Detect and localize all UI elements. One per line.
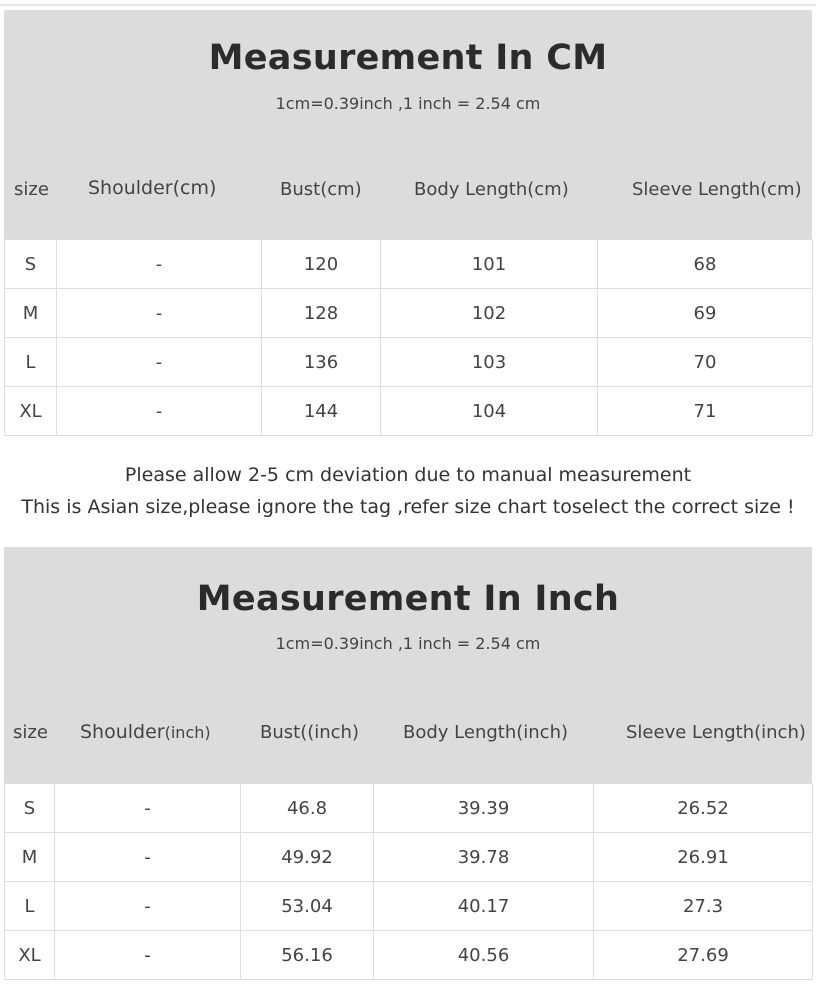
top-divider	[0, 4, 816, 6]
sleeve-length-cell: 27.69	[594, 931, 813, 980]
bust-cell: 56.16	[241, 931, 374, 980]
inch-col-shoulder-unit: (inch)	[164, 723, 211, 742]
inch-col-bust: Bust((inch)	[260, 722, 359, 743]
sleeve-length-cell: 68	[598, 240, 813, 289]
body-length-cell: 103	[381, 338, 598, 387]
size-cell: M	[5, 833, 55, 882]
table-row	[5, 289, 813, 338]
table-row	[5, 931, 813, 980]
sleeve-length-cell: 69	[598, 289, 813, 338]
bust-cell: 46.8	[241, 784, 374, 833]
cm-col-bust: Bust(cm)	[280, 179, 362, 200]
sleeve-length-cell: 26.91	[594, 833, 813, 882]
measurement-notes	[4, 459, 812, 523]
body-length-cell: 40.17	[374, 882, 594, 931]
cm-col-shoulder: Shoulder(cm)	[88, 177, 217, 199]
body-length-cell: 40.56	[374, 931, 594, 980]
sleeve-length-cell: 27.3	[594, 882, 813, 931]
size-cell: M	[5, 289, 57, 338]
size-cell: S	[5, 784, 55, 833]
cm-col-sleeve-length: Sleeve Length(cm)	[632, 179, 802, 200]
cm-title: Measurement In CM	[208, 38, 608, 78]
sleeve-length-cell: 26.52	[594, 784, 813, 833]
table-row	[5, 240, 813, 289]
body-length-cell: 39.78	[374, 833, 594, 882]
inch-title: Measurement In Inch	[196, 579, 620, 619]
bust-cell: 128	[262, 289, 381, 338]
size-cell: XL	[5, 387, 57, 436]
bust-cell: 136	[262, 338, 381, 387]
table-row	[5, 784, 813, 833]
table-row	[5, 833, 813, 882]
bust-cell: 144	[262, 387, 381, 436]
bust-cell: 120	[262, 240, 381, 289]
body-length-cell: 102	[381, 289, 598, 338]
table-row	[5, 387, 813, 436]
size-cell: L	[5, 882, 55, 931]
shoulder-cell: -	[57, 338, 262, 387]
cm-subtitle: 1cm=0.39inch ,1 inch = 2.54 cm	[275, 94, 541, 113]
body-length-cell: 104	[381, 387, 598, 436]
inch-col-body-length: Body Length(inch)	[403, 722, 569, 743]
bust-cell: 53.04	[241, 882, 374, 931]
deviation-note: Please allow 2-5 cm deviation due to manual measurement	[124, 464, 692, 486]
inch-col-sleeve-length: Sleeve Length(inch)	[626, 722, 806, 743]
size-cell: L	[5, 338, 57, 387]
cm-header-band	[4, 10, 812, 239]
table-row	[5, 882, 813, 931]
cm-table	[4, 239, 813, 436]
shoulder-cell: -	[55, 931, 241, 980]
shoulder-cell: -	[57, 387, 262, 436]
shoulder-cell: -	[55, 882, 241, 931]
cm-col-size: size	[14, 179, 49, 200]
cm-size-chart	[4, 10, 812, 436]
size-cell: S	[5, 240, 57, 289]
inch-table	[4, 783, 813, 980]
cm-col-body-length: Body Length(cm)	[414, 179, 569, 200]
inch-col-size: size	[13, 722, 48, 743]
inch-header-band	[4, 547, 812, 783]
inch-size-chart	[4, 547, 812, 980]
sleeve-length-cell: 70	[598, 338, 813, 387]
shoulder-cell: -	[57, 240, 262, 289]
inch-col-shoulder	[80, 721, 211, 743]
body-length-cell: 39.39	[374, 784, 594, 833]
asian-size-note: This is Asian size,please ignore the tag ,refer size chart toselect the correct size !	[21, 496, 795, 518]
inch-col-shoulder-label: Shoulder	[80, 721, 165, 743]
inch-subtitle: 1cm=0.39inch ,1 inch = 2.54 cm	[275, 634, 541, 653]
body-length-cell: 101	[381, 240, 598, 289]
size-cell: XL	[5, 931, 55, 980]
sleeve-length-cell: 71	[598, 387, 813, 436]
shoulder-cell: -	[57, 289, 262, 338]
bust-cell: 49.92	[241, 833, 374, 882]
shoulder-cell: -	[55, 784, 241, 833]
shoulder-cell: -	[55, 833, 241, 882]
table-row	[5, 338, 813, 387]
